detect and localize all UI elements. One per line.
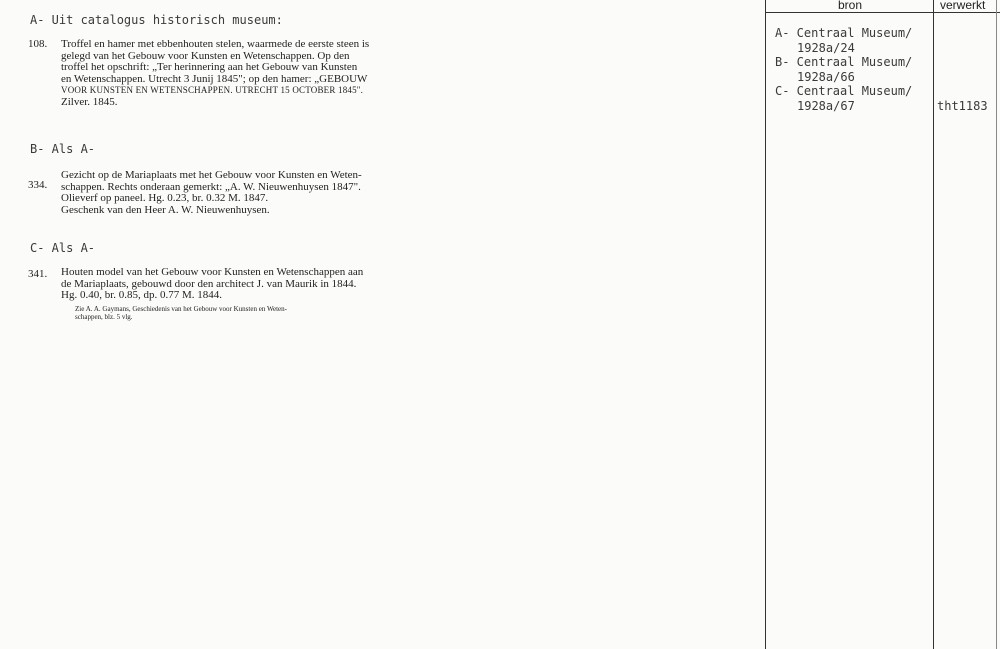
entry-line: Olieverf op paneel. Hg. 0.23, br. 0.32 M. 1847.	[61, 192, 269, 205]
entry-line: Houten model van het Gebouw voor Kunsten en Wetenschappen aan	[61, 266, 364, 278]
entry-text	[61, 267, 401, 321]
source-line: 1928a/67	[797, 99, 855, 113]
entry-line: troffel het opschrift: „Ter herinnering aan het Gebouw van Kunsten	[61, 61, 358, 74]
column-divider-left	[765, 0, 766, 649]
entry-line: en Wetenschappen. Utrecht 3 Junij 1845"; op den hamer: „GEBOUW	[61, 72, 368, 85]
note-line: Zie A. A. Gaymans, Geschiedenis van het Gebouw voor Kunsten en Weten-	[75, 304, 287, 313]
entry-line: Hg. 0.40, br. 0.85, dp. 0.77 M. 1844.	[61, 289, 223, 302]
header-a: A- Uit catalogus historisch museum:	[30, 13, 283, 27]
source-entry-c	[775, 84, 912, 114]
column-header-bron: bron	[838, 0, 863, 12]
catalogue-entry-108	[28, 39, 408, 114]
catalogue-entry-341	[28, 267, 408, 337]
entry-line: de Mariaplaats, gebouwd door den architect J. van Maurik in 1844.	[61, 277, 357, 290]
header-c: C- Als A-	[30, 241, 96, 255]
source-entry-a	[775, 26, 912, 56]
entry-line: Zilver. 1845.	[61, 95, 118, 108]
entry-line: Gezicht op de Mariaplaats met het Gebouw voor Kunsten en Weten-	[61, 169, 362, 181]
catalogue-entry-334	[28, 170, 408, 220]
note-line: schappen, blz. 5 vlg.	[75, 312, 133, 321]
entry-text	[61, 170, 401, 216]
entry-number: 108.	[28, 38, 48, 50]
column-header-verwerkt: verwerkt	[940, 0, 986, 12]
source-line: C- Centraal Museum/	[775, 84, 913, 98]
header-b: B- Als A-	[30, 142, 96, 156]
entry-line: VOOR KUNSTEN EN WETENSCHAPPEN. UTRECHT 15 OCTOBER 1845".	[61, 85, 364, 96]
entry-text	[61, 39, 401, 109]
entry-number: 341.	[28, 268, 48, 280]
entry-number: 334.	[28, 179, 48, 191]
source-line: A- Centraal Museum/	[775, 26, 913, 40]
source-line: 1928a/24	[797, 41, 855, 55]
entry-line: schappen. Rechts onderaan gemerkt: „A. W. Nieuwenhuysen 1847".	[61, 180, 361, 193]
source-line: 1928a/66	[797, 70, 855, 84]
entry-line: Troffel en hamer met ebbenhouten stelen, waarmede de eerste steen is	[61, 38, 370, 50]
entry-line: Geschenk van den Heer A. W. Nieuwenhuysen.	[61, 203, 270, 216]
source-line: B- Centraal Museum/	[775, 55, 913, 69]
column-divider-middle	[933, 0, 934, 649]
entry-line: gelegd van het Gebouw voor Kunsten en Wetenschappen. Op den	[61, 49, 350, 62]
verwerkt-value: tht1183	[937, 99, 988, 113]
reference-note	[61, 305, 401, 321]
column-divider-right	[996, 0, 997, 649]
source-entry-b	[775, 55, 912, 85]
column-header-rule	[765, 12, 1000, 13]
